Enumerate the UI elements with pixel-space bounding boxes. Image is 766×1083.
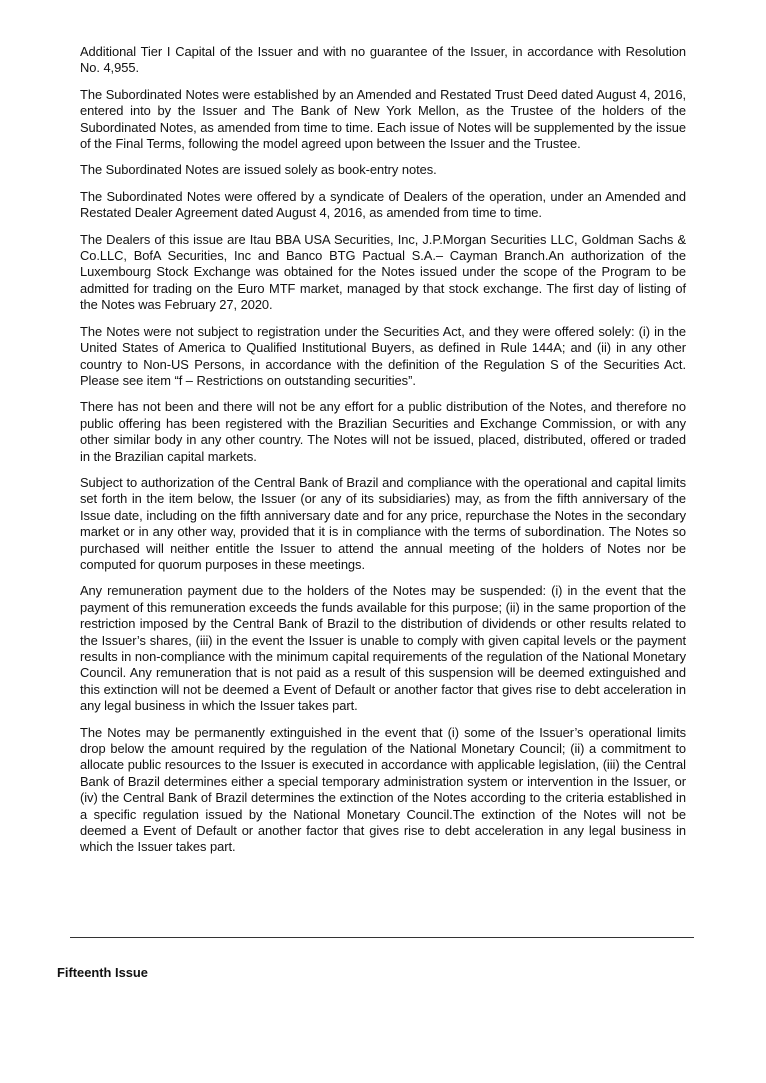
paragraph-dealer-agreement: The Subordinated Notes were offered by a syndicate of Dealers of the operation, under an Amended and Restated Dealer Agreement dated August 4, 2016, as amended from time to time. [80, 188, 686, 221]
paragraph-dealers-listing: The Dealers of this issue are Itau BBA USA Securities, Inc, J.P.Morgan Securities LLC, Goldman Sachs & Co.LLC, BofA Securities, Inc and Banco BTG Pactual S.A.– Cayman Branch.An authorization of the Luxembourg Stock Exchange was obtained for the Notes issued under the scope of the Program to be admitted for trading on the Euro MTF market, managed by that stock exchange. The first day of listing of the Notes was February 27, 2020. [80, 231, 686, 313]
paragraph-remuneration-suspension: Any remuneration payment due to the holders of the Notes may be suspended: (i) in the event that the payment of this remuneration exceeds the funds available for this purpose; (ii) in the same proportion of the restriction imposed by the Central Bank of Brazil to the distribution of dividends or other results related to the Issuer’s shares, (iii) in the event the Issuer is unable to comply with given capital levels or the payment results in non-compliance with the minimum capital requirements of the regulation of the National Monetary Council. Any remuneration that is not paid as a result of this suspension will be deemed extinguished and this extinction will not be deemed a Event of Default or another factor that gives rise to debt acceleration in any legal business in which the Issuer takes part. [80, 583, 686, 714]
paragraph-book-entry: The Subordinated Notes are issued solely as book-entry notes. [80, 162, 437, 178]
paragraph-extinction: The Notes may be permanently extinguished in the event that (i) some of the Issuer’s operational limits drop below the amount required by the regulation of the National Monetary Council; (ii) a commitment to allocate public resources to the Issuer is executed in accordance with applicable legislation, (iii) the Central Bank of Brazil determines either a special temporary administration system or intervention in the Issuer, or (iv) the Central Bank of Brazil determines the extinction of the Notes according to the criteria established in a specific regulation issued by the National Monetary Council.The extinction of the Notes will not be deemed a Event of Default or another factor that gives rise to debt acceleration in any legal business in which the Issuer takes part. [80, 724, 686, 855]
paragraph-securities-act: The Notes were not subject to registration under the Securities Act, and they were offered solely: (i) in the United States of America to Qualified Institutional Buyers, as defined in Rule 144A; and (ii) in any other country to Non-US Persons, in accordance with the definition of the Regulation S of the Securities Act. Please see item “f – Restrictions on outstanding securities”. [80, 323, 686, 388]
horizontal-divider [70, 937, 694, 938]
paragraph-repurchase: Subject to authorization of the Central Bank of Brazil and compliance with the operational and capital limits set forth in the item below, the Issuer (or any of its subsidiaries) may, as from the fifth anniversary of the Issue date, including on the fifth anniversary date and for any price, repurchase the Notes in the secondary market or in any other way, provided that it is in compliance with the terms of subordination. The Notes so purchased will neither entitle the Issuer to attend the annual meeting of the holders of Notes nor be computed for quorum purposes in these meetings. [80, 474, 686, 572]
section-heading: Fifteenth Issue [57, 965, 148, 980]
body-text [80, 44, 686, 866]
paragraph-trust-deed: The Subordinated Notes were established by an Amended and Restated Trust Deed dated August 4, 2016, entered into by the Issuer and The Bank of New York Mellon, as the Trustee of the holders of the Subordinated Notes, as amended from time to time. Each issue of Notes will be supplemented by the issue of the Final Terms, following the model agreed upon between the Issuer and the Trustee. [80, 86, 686, 152]
paragraph-public-distribution: There has not been and there will not be any effort for a public distribution of the Notes, and therefore no public offering has been registered with the Brazilian Securities and Exchange Commission, or with any other similar body in any other country. The Notes will not be issued, placed, distributed, offered or traded in the Brazilian capital markets. [80, 399, 686, 464]
paragraph-tier1-capital: Additional Tier I Capital of the Issuer and with no guarantee of the Issuer, in accordance with Resolution No. 4,955. [80, 44, 686, 76]
